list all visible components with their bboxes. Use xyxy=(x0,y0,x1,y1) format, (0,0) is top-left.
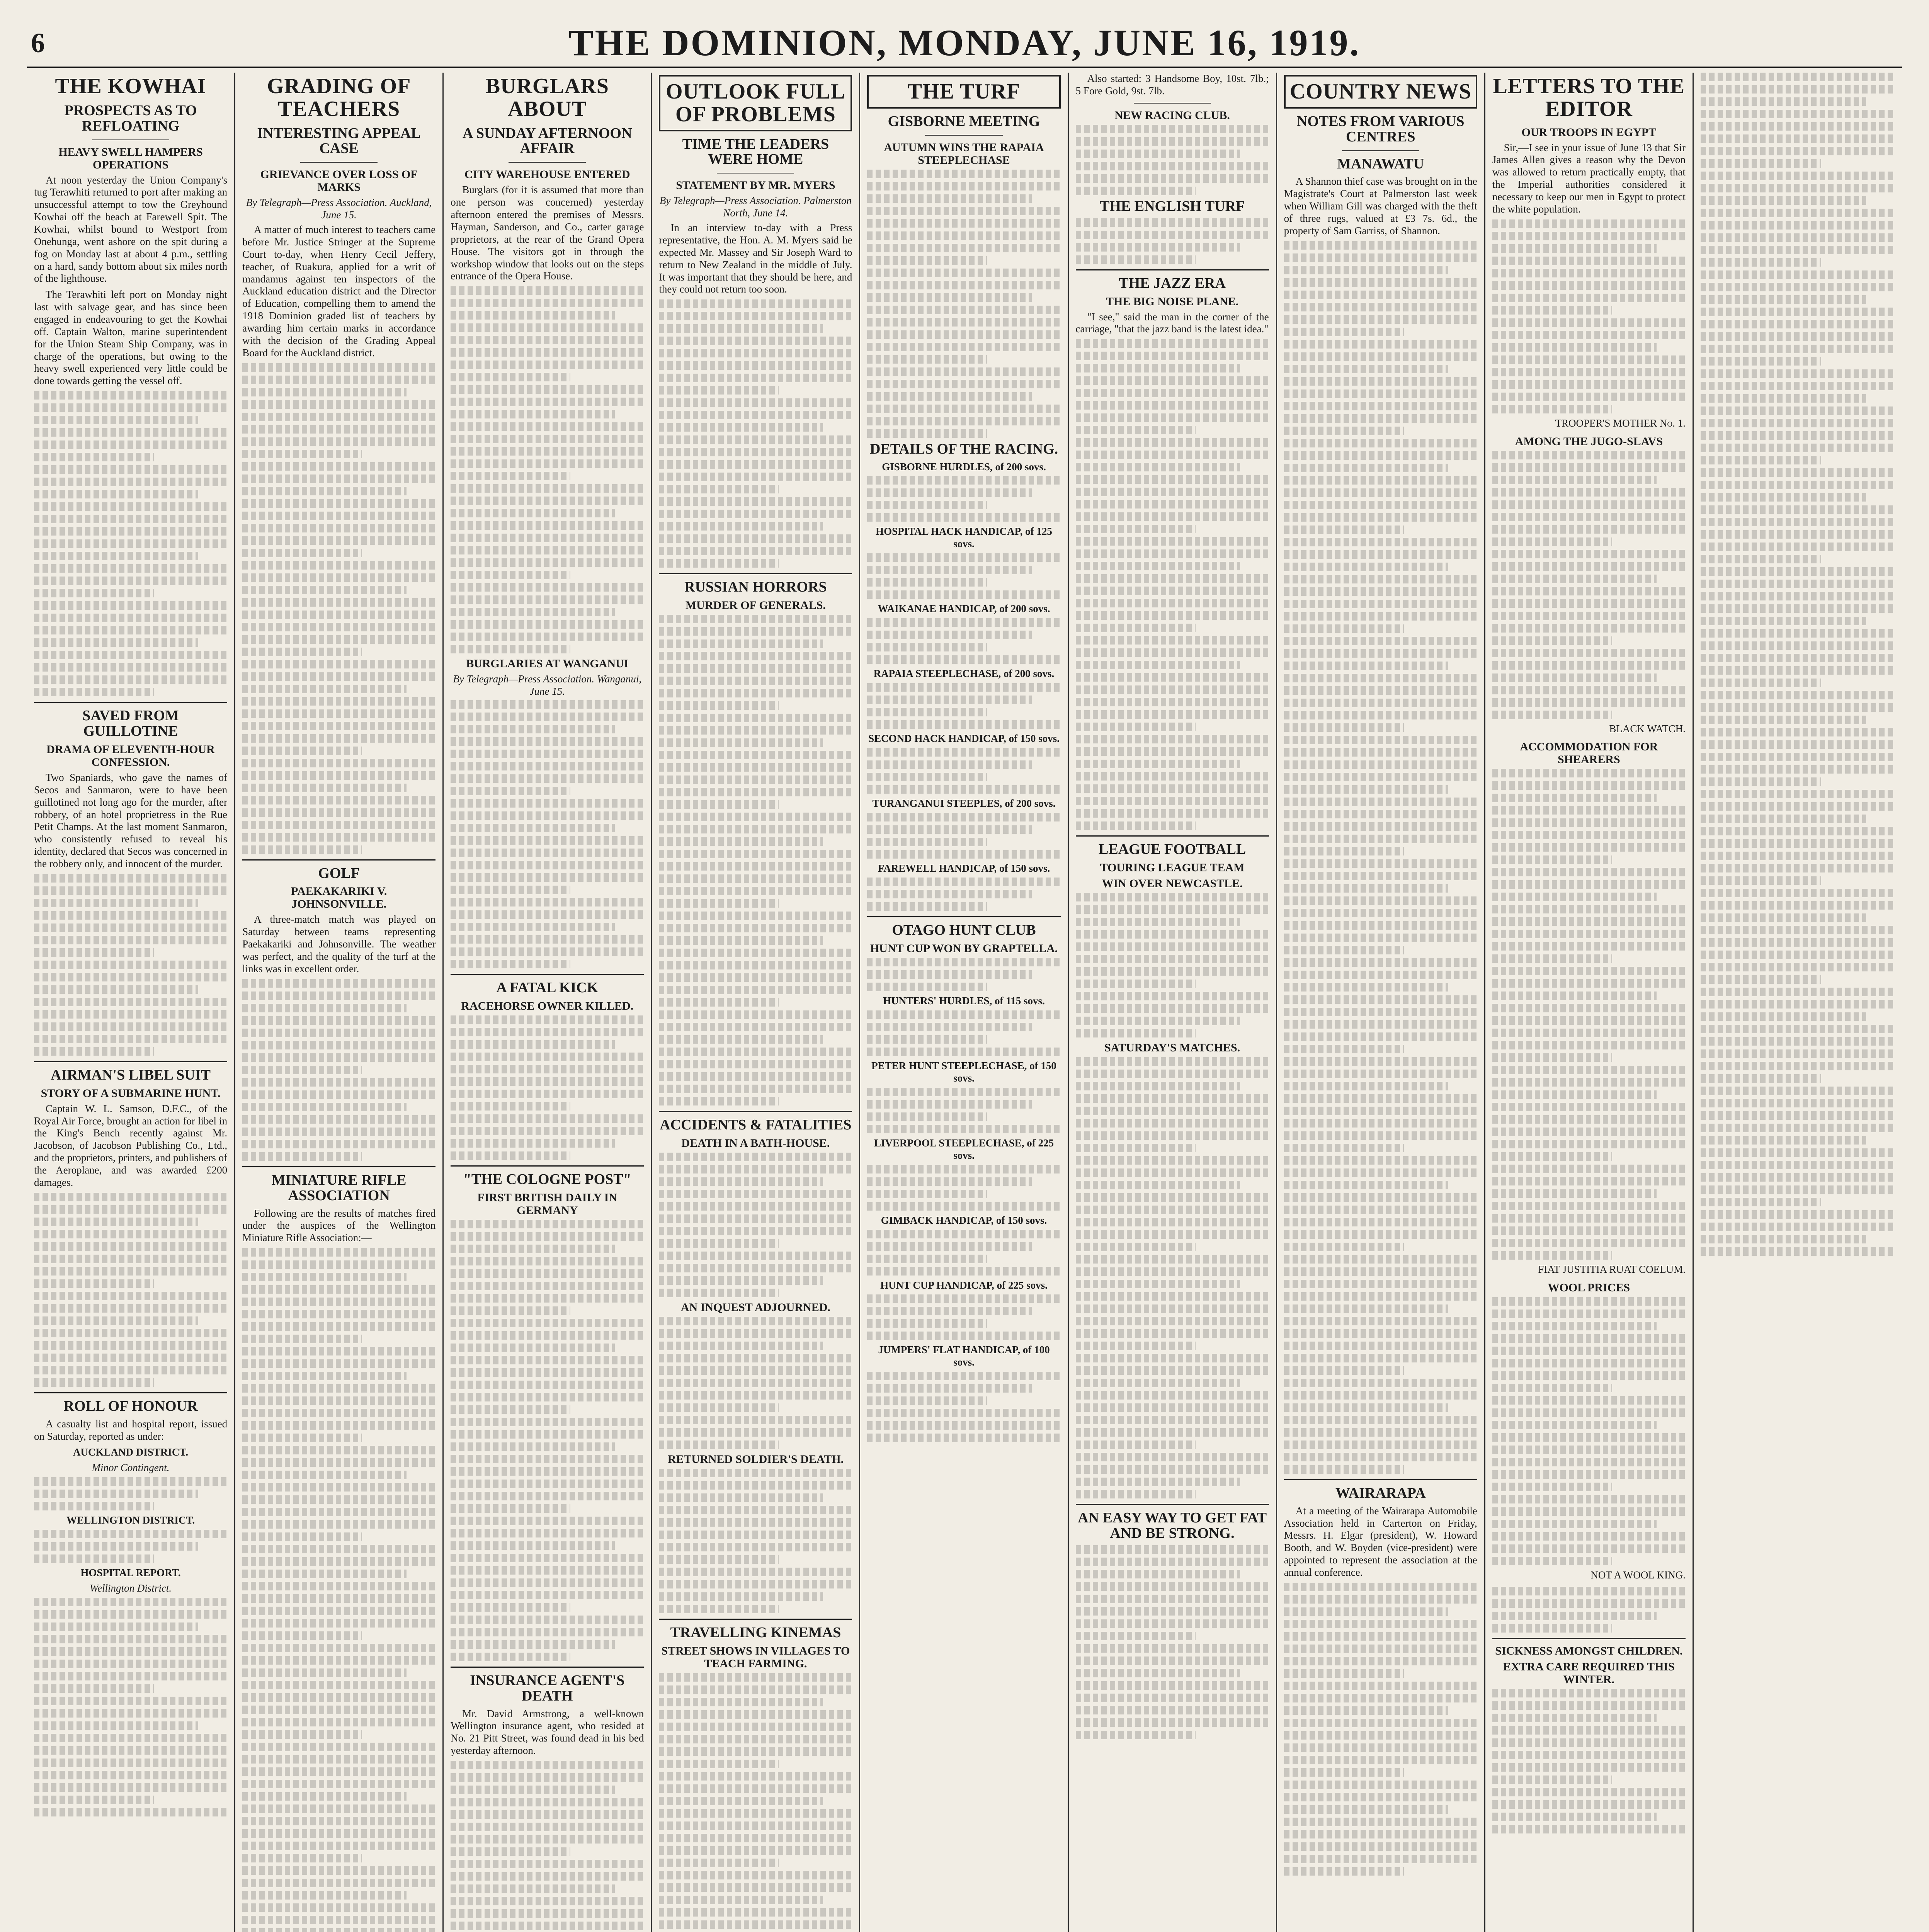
article-text: A three-match match was played on Saturday between teams representing Paekakariki and Johnsonville. The weather was perfect, and the quality of the turf at the links was in excellent order. xyxy=(242,913,436,975)
race-title: PETER HUNT STEEPLECHASE, of 150 sovs. xyxy=(871,1060,1056,1084)
race-title: LIVERPOOL STEEPLECHASE, of 225 sovs. xyxy=(874,1137,1054,1161)
column-1 xyxy=(27,73,235,1932)
divider xyxy=(451,1165,644,1167)
race-title: JUMPERS' FLAT HANDICAP, of 100 sovs. xyxy=(878,1344,1050,1368)
subhead-sunday: A SUNDAY AFTERNOON AFFAIR xyxy=(463,125,632,157)
subhead-gisborne: GISBORNE MEETING xyxy=(888,113,1040,129)
letter-text: Sir,—I see in your issue of June 13 that Sir James Allen gives a reason why the Devon was allowed to return practically empty, that the Imperial authorities considered it necessary to keep our men in Egypt to protect the white population. xyxy=(1492,141,1686,215)
deck-drama: DRAMA OF ELEVENTH-HOUR CONFESSION. xyxy=(46,743,215,769)
letter-signature: BLACK WATCH. xyxy=(1609,723,1686,735)
deck-big-noise: THE BIG NOISE PLANE. xyxy=(1106,295,1239,308)
deck-rapaia: AUTUMN WINS THE RAPAIA STEEPLECHASE xyxy=(884,141,1044,167)
subhead-appeal: INTERESTING APPEAL CASE xyxy=(257,125,421,157)
deck-warehouse: CITY WAREHOUSE ENTERED xyxy=(464,168,630,181)
divider xyxy=(1076,269,1269,270)
article-text: In an interview to-day with a Press representative, the Hon. A. M. Myers said he expected Mr. Massey and Sir Joseph Ward to return to New Zealand in the middle of July. It was important that they should be here, and they could not return too soon. xyxy=(659,222,852,295)
headline-rifle: MINIATURE RIFLE ASSOCIATION xyxy=(271,1172,407,1204)
headline-russian-horrors: RUSSIAN HORRORS xyxy=(684,579,827,595)
headline-country-news: COUNTRY NEWS xyxy=(1284,75,1477,109)
deck-submarine: STORY OF A SUBMARINE HUNT. xyxy=(41,1087,221,1100)
deck-newcastle: WIN OVER NEWCASTLE. xyxy=(1102,877,1243,890)
deck-generals: MURDER OF GENERALS. xyxy=(685,599,826,612)
headline-english-turf: THE ENGLISH TURF xyxy=(1100,198,1245,214)
masthead xyxy=(27,19,1902,68)
headline-airman: AIRMAN'S LIBEL SUIT xyxy=(51,1066,211,1083)
deck-touring-team: TOURING LEAGUE TEAM xyxy=(1100,861,1245,874)
divider xyxy=(659,1111,852,1112)
headline-guillotine: SAVED FROM GUILLOTINE xyxy=(82,707,179,740)
divider xyxy=(34,1392,227,1393)
column-8 xyxy=(1485,73,1694,1932)
headline-golf: GOLF xyxy=(318,865,360,881)
column-6 xyxy=(1069,73,1277,1932)
race-title: GIMBACK HANDICAP, of 150 sovs. xyxy=(881,1214,1047,1226)
list-item: Wellington District. xyxy=(90,1582,172,1594)
divider xyxy=(1284,1479,1477,1480)
divider xyxy=(1342,150,1419,151)
divider xyxy=(1076,835,1269,837)
deck-returned-soldier: RETURNED SOLDIER'S DEATH. xyxy=(667,1453,844,1466)
article-text: The Terawhiti left port on Monday night last with salvage gear, and has since been engaged in endeavouring to get the Kowhai off. Captain Walton, marine superintendent for the Union Steam Ship Company, was in charge of the operations, but owing to the heavy swell experienced very little could be done towards getting the vessel off. xyxy=(34,289,228,387)
deck-inquest: AN INQUEST ADJOURNED. xyxy=(680,1301,830,1314)
letter-signature: FIAT JUSTITIA RUAT COELUM. xyxy=(1538,1264,1686,1276)
headline-saturday-matches: SATURDAY'S MATCHES. xyxy=(1104,1041,1240,1054)
deck-grievance: GRIEVANCE OVER LOSS OF MARKS xyxy=(260,168,418,194)
list-item: AUCKLAND DISTRICT. xyxy=(73,1446,189,1458)
article-text: Mr. David Armstrong, a well-known Wellington insurance agent, who resided at No. 21 Pitt Street, was found dead in his bed yesterday afternoon. xyxy=(451,1708,644,1757)
letter-title-shearers: ACCOMMODATION FOR SHEARERS xyxy=(1520,740,1658,766)
race-title: RAPAIA STEEPLECHASE, of 200 sovs. xyxy=(873,668,1055,680)
deck-graptella: HUNT CUP WON BY GRAPTELLA. xyxy=(870,942,1058,955)
divider xyxy=(659,573,852,574)
list-item: HOSPITAL REPORT. xyxy=(80,1566,181,1578)
divider xyxy=(1076,1504,1269,1505)
divider xyxy=(1492,1638,1686,1639)
divider xyxy=(867,916,1060,917)
article-text: At noon yesterday the Union Company's tug Terawhiti returned to port after making an unsuccessful attempt to tow the Greyhound Kowhai off the beach at Farewell Spit. The Kowhai, whilst bound to Westport from Onehunga, went ashore on the spit during a fog on Monday last at about 4 p.m., settling on a hard, sandy bottom about six miles north of the lighthouse. xyxy=(34,174,228,284)
headline-wairarapa: WAIRARAPA xyxy=(1335,1485,1426,1501)
column-5 xyxy=(860,73,1068,1932)
divider xyxy=(34,1061,227,1062)
article-text: Captain W. L. Samson, D.F.C., of the Royal Air Force, brought an action for libel in the King's Bench recently against Mr. Jacobson, of Jacobson Publishing Co., Ltd., and the proprietors, printers, and publishers of the Aeroplane, and was awarded £200 damages. xyxy=(34,1102,228,1188)
race-title: FAREWELL HANDICAP, of 150 sovs. xyxy=(878,862,1050,874)
subhead-refloating: PROSPECTS AS TO REFLOATING xyxy=(64,102,197,134)
race-title: TURANGANUI STEEPLES, of 200 sovs. xyxy=(872,797,1056,809)
headline-league-football: LEAGUE FOOTBALL xyxy=(1099,841,1246,858)
deck-bath-house: DEATH IN A BATH-HOUSE. xyxy=(681,1137,830,1150)
columns xyxy=(27,73,1902,1932)
deck-racehorse: RACEHORSE OWNER KILLED. xyxy=(461,999,634,1012)
race-title: HOSPITAL HACK HANDICAP, of 125 sovs. xyxy=(876,526,1052,550)
headline-wanganui: BURGLARIES AT WANGANUI xyxy=(466,657,629,670)
race-title: GISBORNE HURDLES, of 200 sovs. xyxy=(882,461,1046,473)
article-text: Burglars (for it is assumed that more than one person was concerned) yesterday afternoon entered the premises of Messrs. Hayman, Sanderson, and Co., carter garage proprietors, at the rear of the Grand Opera House. The visitors got in through the workshop window that looks out on the steps entrance of the Opera House. xyxy=(451,184,644,282)
letter-signature: NOT A WOOL KING. xyxy=(1590,1569,1686,1581)
headline-outlook: OUTLOOK FULL OF PROBLEMS xyxy=(659,75,852,131)
subhead-centres: NOTES FROM VARIOUS CENTRES xyxy=(1296,113,1465,145)
column-9 xyxy=(1694,73,1902,1932)
headline-manawatu: MANAWATU xyxy=(1337,155,1424,172)
byline: By Telegraph—Press Association. Palmerston North, June 14. xyxy=(659,195,852,219)
article-text: Two Spaniards, who gave the names of Secos and Sanmaron, were to have been guillotined not long ago for the murder, after robbery, of an hotel proprietress in the Rue Petit Champs. At the last moment Sanmaron, who consistently refused to reveal his identity, declared that Secos was concerned in the robbery only, and innocent of the murder. xyxy=(34,771,228,869)
headline-turf: THE TURF xyxy=(867,75,1060,109)
newspaper-title: THE DOMINION, MONDAY, JUNE 16, 1919. xyxy=(568,22,1361,63)
divider xyxy=(659,1619,852,1620)
divider xyxy=(242,859,435,861)
page-number: 6 xyxy=(31,27,45,58)
headline-grading: GRADING OF TEACHERS xyxy=(267,74,411,121)
deck-extra-care: EXTRA CARE REQUIRED THIS WINTER. xyxy=(1503,1660,1675,1686)
list-item: Minor Contingent. xyxy=(92,1462,170,1474)
list-item: WELLINGTON DISTRICT. xyxy=(66,1514,195,1526)
divider xyxy=(300,162,378,163)
race-title: WAIKANAE HANDICAP, of 200 sovs. xyxy=(878,603,1050,615)
divider xyxy=(451,974,644,975)
byline: By Telegraph—Press Association. Wanganui, June 15. xyxy=(453,673,642,697)
headline-new-racing-club: NEW RACING CLUB. xyxy=(1114,109,1230,122)
headline-sickness: SICKNESS AMONGST CHILDREN. xyxy=(1495,1645,1683,1658)
deck-heavy-swell: HEAVY SWELL HAMPERS OPERATIONS xyxy=(58,145,203,171)
headline-jazz-era: THE JAZZ ERA xyxy=(1119,275,1226,291)
headline-kinemas: TRAVELLING KINEMAS xyxy=(670,1624,841,1641)
article-text: Following are the results of matches fired under the auspices of the Wellington Miniature Rifle Association:— xyxy=(242,1207,436,1244)
article-text: Also started: 3 Handsome Boy, 10st. 7lb.; 5 Fore Gold, 9st. 7lb. xyxy=(1075,73,1269,97)
letter-title-egypt: OUR TROOPS IN EGYPT xyxy=(1521,126,1657,139)
divider xyxy=(92,139,169,140)
headline-burglars: BURGLARS ABOUT xyxy=(485,74,609,121)
divider xyxy=(451,1667,644,1668)
article-text: At a meeting of the Wairarapa Automobile Association held in Carterton on Friday, Messrs. H. Elgar (president), W. Howard Booth, and W. Boyden (vice-president) were appointed to represent the association at the annual conference. xyxy=(1284,1505,1477,1578)
letter-title-jugo-slavs: AMONG THE JUGO-SLAVS xyxy=(1515,435,1663,448)
headline-insurance-agent: INSURANCE AGENT'S DEATH xyxy=(470,1672,625,1704)
race-title: SECOND HACK HANDICAP, of 150 sovs. xyxy=(868,732,1060,744)
article-text: A casualty list and hospital report, issued on Saturday, reported as under: xyxy=(34,1418,228,1442)
column-7 xyxy=(1277,73,1485,1932)
letter-title-wool: WOOL PRICES xyxy=(1548,1281,1630,1294)
subhead-leaders: TIME THE LEADERS WERE HOME xyxy=(682,136,829,168)
article-text: "I see," said the man in the corner of the carriage, "that the jazz band is the latest idea." xyxy=(1075,311,1269,335)
divider xyxy=(34,702,227,703)
headline-kowhai: THE KOWHAI xyxy=(55,74,206,98)
headline-letters: LETTERS TO THE EDITOR xyxy=(1493,74,1685,121)
deck-myers: STATEMENT BY MR. MYERS xyxy=(676,179,835,192)
headline-roll-of-honour: ROLL OF HONOUR xyxy=(63,1398,198,1414)
deck-street-shows: STREET SHOWS IN VILLAGES TO TEACH FARMING. xyxy=(661,1644,850,1670)
article-text: A matter of much interest to teachers came before Mr. Justice Stringer at the Supreme Court to-day, when Henry Cecil Jeffery, teacher, of Ruakura, applied for a writ of mandamus against ten inspectors of the Auckland education district and the Director of Education, compelling them to amend the 1918 Dominion graded list of teachers by awarding him certain marks in accordance with the decision of the Grading Appeal Board for the Auckland district. xyxy=(242,224,436,359)
divider xyxy=(509,162,586,163)
byline: By Telegraph—Press Association. Auckland, June 15. xyxy=(246,197,432,221)
headline-accidents: ACCIDENTS & FATALITIES xyxy=(660,1117,852,1133)
letter-signature: TROOPER'S MOTHER No. 1. xyxy=(1555,417,1686,429)
article-text: A Shannon thief case was brought on in the Magistrate's Court at Palmerston last week when William Gill was charged with the theft of three rugs, valued at £3 7s. 6d., the property of Sam Garriss, of Shannon. xyxy=(1284,175,1477,236)
headline-get-fat: AN EASY WAY TO GET FAT AND BE STRONG. xyxy=(1078,1510,1267,1541)
race-title: HUNT CUP HANDICAP, of 225 sovs. xyxy=(880,1279,1048,1291)
deck-british-daily: FIRST BRITISH DAILY IN GERMANY xyxy=(477,1191,617,1217)
race-title: HUNTERS' HURDLES, of 115 sovs. xyxy=(883,995,1045,1007)
headline-racing-details: DETAILS OF THE RACING. xyxy=(869,440,1058,457)
divider xyxy=(1134,103,1211,104)
headline-cologne-post: "THE COLOGNE POST" xyxy=(463,1171,631,1187)
headline-otago-hunt: OTAGO HUNT CLUB xyxy=(892,922,1036,939)
divider xyxy=(242,1166,435,1167)
deck-golf: PAEKAKARIKI V. JOHNSONVILLE. xyxy=(291,885,387,911)
column-3 xyxy=(444,73,652,1932)
divider xyxy=(925,135,1002,136)
column-2 xyxy=(235,73,444,1932)
column-4 xyxy=(652,73,860,1932)
headline-fatal-kick: A FATAL KICK xyxy=(496,979,599,996)
